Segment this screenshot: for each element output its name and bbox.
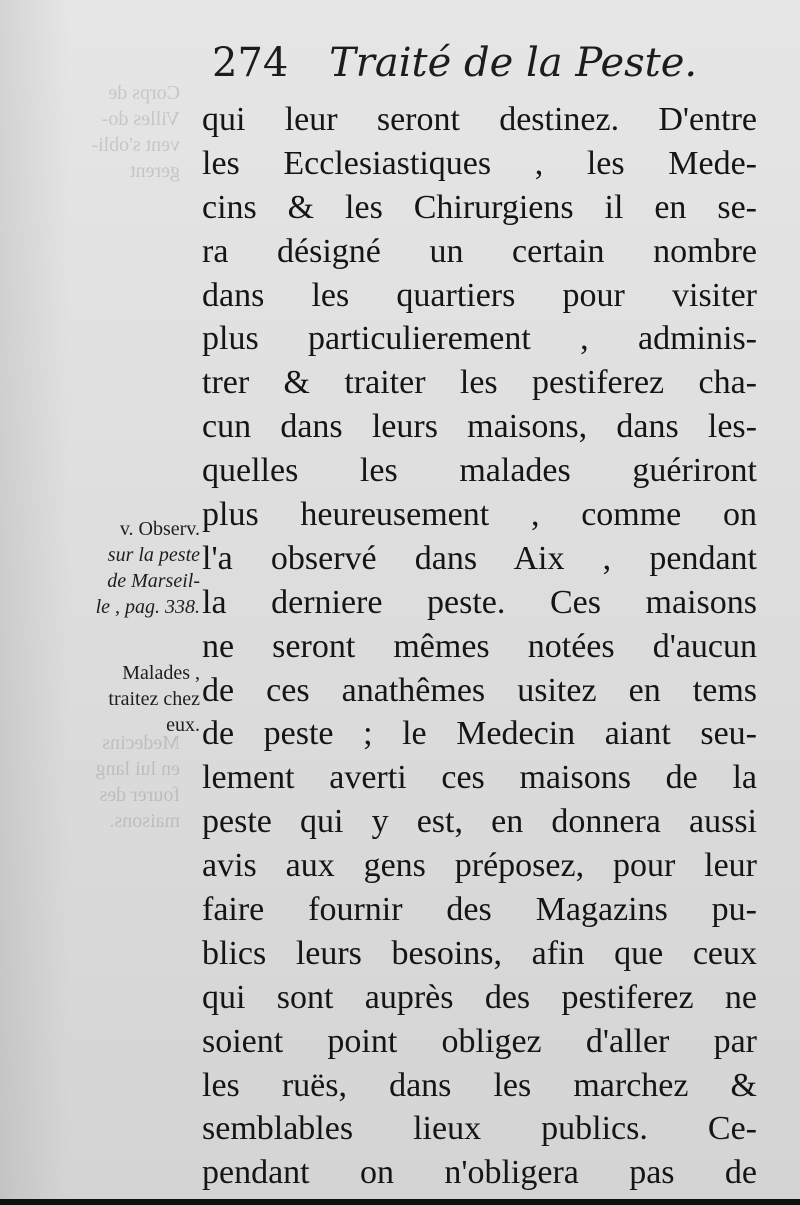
body-line: lement averti ces maisons de la (202, 759, 757, 797)
body-line: la derniere peste. Ces maisons (202, 583, 757, 621)
body-line: de peste ; le Medecin aiant seu- (202, 715, 757, 753)
body-line: les ruës, dans les marchez & (202, 1066, 757, 1104)
body-line: qui sont auprès des pestiferez ne (202, 978, 757, 1016)
running-header (212, 40, 697, 86)
margin-note-line: traitez chez (108, 688, 200, 710)
margin-note-line: de Marseil- (107, 570, 200, 592)
body-line: soient point obligez d'aller par (202, 1022, 757, 1060)
body-line: trer & traiter les pestiferez cha- (202, 364, 757, 402)
margin-note-line: eux. (166, 714, 200, 736)
body-line: plus particulierement , adminis- (202, 320, 757, 358)
margin-note-line: le , pag. 338. (95, 596, 200, 618)
body-line: ra désigné un certain nombre (202, 232, 757, 270)
body-line: quelles les malades guériront (202, 452, 757, 490)
body-line: pendant on n'obligera pas de (202, 1154, 757, 1192)
body-line: cun dans leurs maisons, dans les- (202, 408, 757, 446)
margin-note-line: sur la peste (107, 544, 200, 566)
body-line: dans les quartiers pour visiter (202, 276, 757, 314)
bleed-through-text-lower: Medecins en lui lang fourer des maisons. (95, 732, 180, 832)
body-line: blics leurs besoins, afin que ceux (202, 934, 757, 972)
body-line: qui leur seront destinez. D'entre (202, 101, 757, 138)
margin-note-reference (40, 516, 200, 620)
body-text (202, 98, 757, 1195)
body-line: plus heureusement , comme on (202, 496, 757, 534)
body-line: l'a observé dans Aix , pendant (202, 539, 757, 577)
body-line: cins & les Chirurgiens il en se- (202, 188, 757, 226)
margin-note-subject (40, 660, 200, 738)
bleed-through-text: Corps de Villes do- vent s'obli- gerent (91, 82, 180, 182)
body-line: peste qui y est, en donnera aussi (202, 803, 757, 841)
margin-note-line: v. Observ. (119, 518, 200, 540)
body-line: de ces anathêmes usitez en tems (202, 671, 757, 709)
body-line: les Ecclesiastiques , les Mede- (202, 144, 757, 182)
running-title: Traité de la Peste. (329, 40, 698, 86)
margin-note-line: Malades , (122, 662, 200, 684)
body-line: semblables lieux publics. Ce- (202, 1110, 757, 1148)
body-line: ne seront mêmes notées d'aucun (202, 627, 757, 665)
page-number: 274 (212, 40, 289, 86)
body-line: faire fournir des Magazins pu- (202, 891, 757, 929)
body-line: avis aux gens préposez, pour leur (202, 847, 757, 885)
